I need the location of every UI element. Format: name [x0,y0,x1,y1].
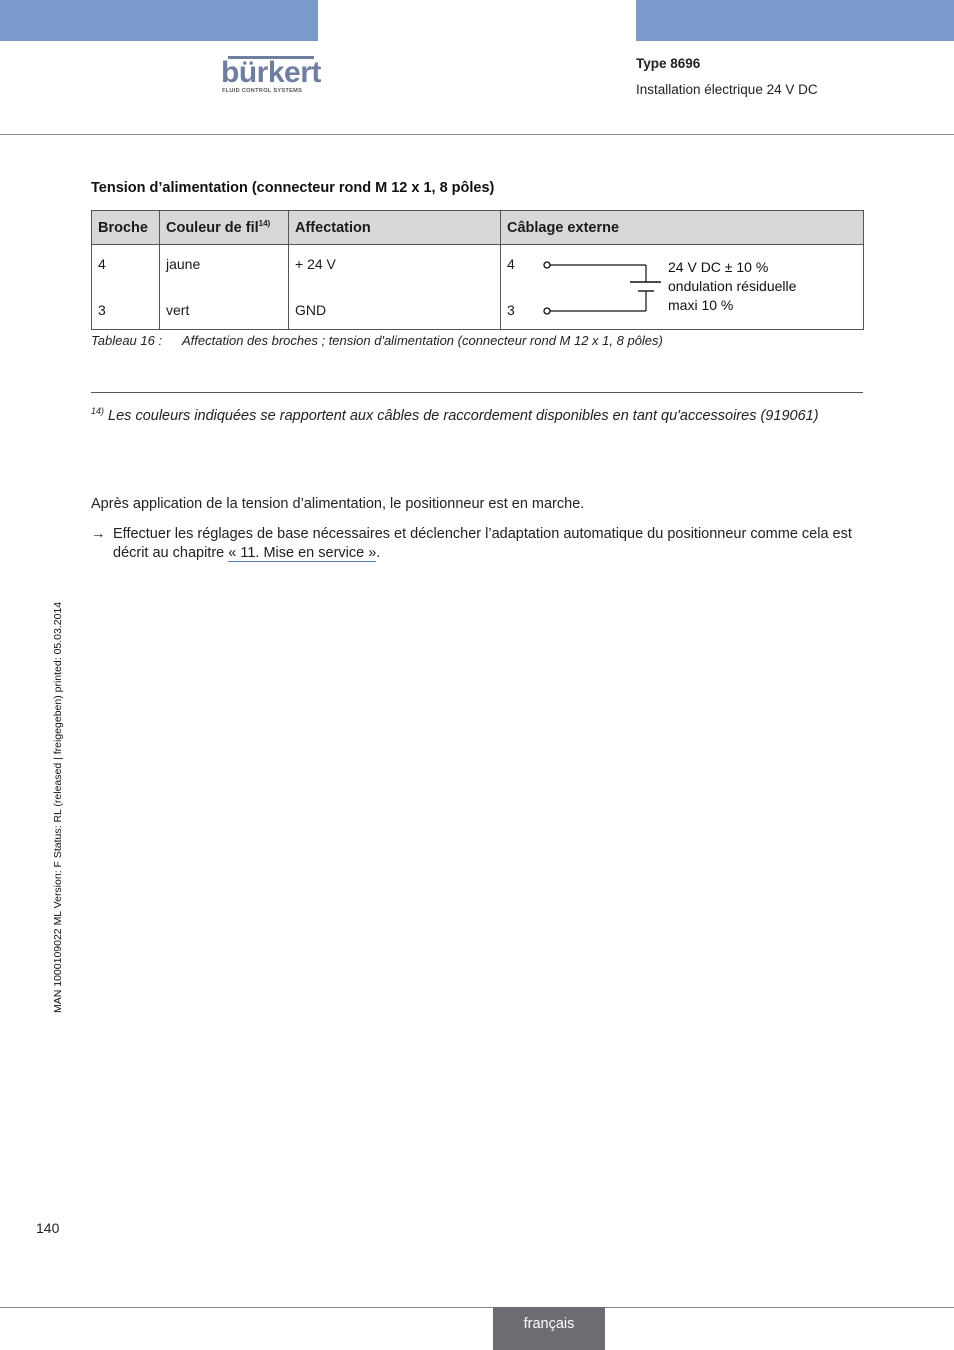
document-type: Type 8696 [636,56,701,71]
wiring-pin-label: 3 [507,302,515,318]
footnote-ref: 14) [258,219,271,228]
header-band-right [636,0,954,41]
ripple-label: ondulation résiduelle [668,278,797,294]
table-row [92,245,864,330]
page-number: 140 [36,1220,60,1236]
affectation-value: GND [295,302,327,318]
wiring-pin-label: 4 [507,256,515,272]
power-supply-symbol [531,245,661,329]
table-caption [91,333,663,348]
header-couleur [160,211,289,245]
logo-wordmark: bürkert [221,56,321,89]
header-couleur-label: Couleur de fil [166,220,259,236]
instruction-step [91,525,861,563]
broche-value: 4 [98,256,106,272]
wiring-diagram [507,245,867,329]
supply-voltage-label: 24 V DC ± 10 % [668,259,769,275]
document-status-sidebar: MAN 1000109022 ML Version: F Status: RL (released | freigegeben) printed: 05.03.2014 [52,601,64,1013]
header-broche: Broche [92,211,160,245]
step-end: . [376,545,381,561]
section-title: Tension d’alimentation (connecteur rond M 12 x 1, 8 pôles) [91,180,495,196]
ripple-max-label: maxi 10 % [668,297,734,313]
footer-divider [0,1307,954,1308]
couleur-value: vert [166,302,190,318]
step-text: Effectuer les réglages de base nécessaires et déclencher l’adaptation automatique du positionneur comme cela est décrit au chapitre [113,526,852,561]
header-affectation: Affectation [289,211,501,245]
couleur-value: jaune [166,256,201,272]
header-divider [0,134,954,135]
table-header-row [92,211,864,245]
logo-tagline: FLUID CONTROL SYSTEMS [222,88,303,94]
broche-value: 3 [98,302,106,318]
footnote-divider [91,392,863,393]
caption-label: Tableau 16 : [91,333,163,348]
footnote-text: Les couleurs indiquées se rapportent aux câbles de raccordement disponibles en tant qu'accessoires (919061) [108,407,819,424]
cablage-cell [501,245,864,330]
broche-cell [92,245,160,330]
affectation-cell [289,245,501,330]
chapter-subtitle: Installation électrique 24 V DC [636,82,818,97]
header-cablage: Câblage externe [501,211,864,245]
language-tab: français [493,1307,605,1350]
body-paragraph: Après application de la tension d’alimentation, le positionneur est en marche. [91,496,585,512]
footnote [91,401,831,426]
arrow-icon: → [91,526,106,542]
chapter-link[interactable]: « 11. Mise en service » [228,545,377,561]
affectation-value: + 24 V [295,256,336,272]
step-text-block [113,525,861,563]
footnote-marker: 14) [91,406,105,416]
pin-assignment-table [91,210,864,330]
caption-text: Affectation des broches ; tension d'alimentation (connecteur rond M 12 x 1, 8 pôles) [182,333,663,348]
couleur-cell [160,245,289,330]
header-band-left [0,0,318,41]
